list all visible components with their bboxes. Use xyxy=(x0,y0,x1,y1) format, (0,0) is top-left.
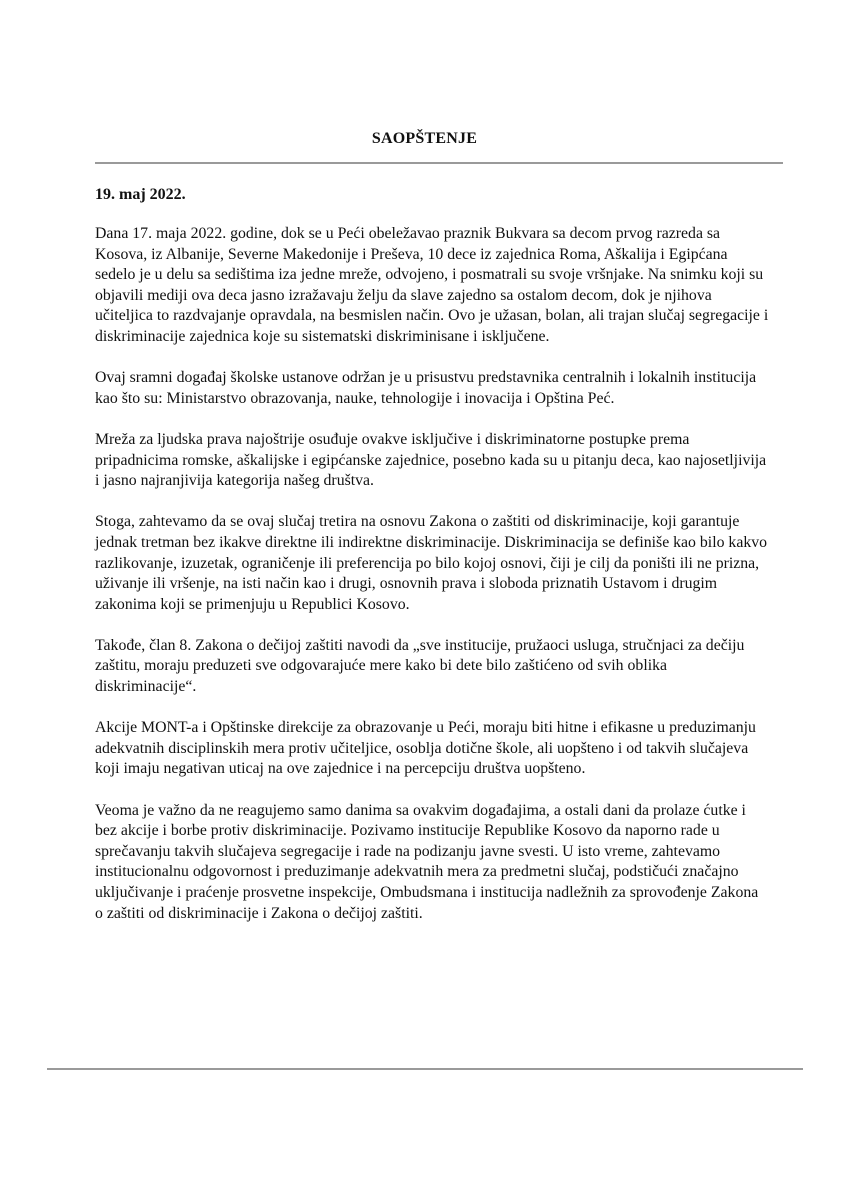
document-body xyxy=(95,224,770,945)
document-date: 19. maj 2022. xyxy=(95,186,186,203)
paragraph: Mreža za ljudska prava najoštrije osuđuje ovakve isključive i diskriminatorne postupke prema pripadnicima romske, aškalijske i egipćanske zajednice, posebno kada su u pitanju deca, kao najosetljivija i jasno najranjivija kategorija našeg društva. xyxy=(95,430,767,490)
document-title: SAOPŠTENJE xyxy=(371,130,478,147)
paragraph: Veoma je važno da ne reagujemo samo danima sa ovakvim događajima, a ostali dani da prolaze ćutke i bez akcije i borbe protiv diskriminacije. Pozivamo institucije Republike Kosovo da naporno rade u sprečavanju takvih slučajeva segregacije i rade na podizanju javne svesti. U isto vreme, zahtevamo institucionalnu odgovornost i preduzimanje adekvatnih mera za predmetni slučaj, podstičući značajno uključivanje i praćenje prosvetne inspekcije, Ombudsmana i institucija nadležnih za sprovođenje Zakona o zaštiti od diskriminacije i Zakona o dečijoj zaštiti. xyxy=(95,801,759,922)
footer-divider xyxy=(47,1068,803,1070)
title-divider xyxy=(95,162,783,164)
paragraph: Akcije MONT-a i Opštinske direkcije za obrazovanje u Peći, moraju biti hitne i efikasne u preduzimanju adekvatnih disciplinskih mera protiv učiteljice, osoblja dotične škole, ali uopšteno i od takvih slučajeva koji imaju negativan uticaj na ove zajednice i na percepciju društva uopšteno. xyxy=(95,719,756,778)
paragraph: Takođe, član 8. Zakona o dečijoj zaštiti navodi da „sve institucije, pružaoci usluga, stručnjaci za dečiju zaštitu, moraju preduzeti sve odgovarajuće mere kako bi dete bilo zaštićeno od svih oblika diskriminacije“. xyxy=(95,636,745,696)
paragraph: Dana 17. maja 2022. godine, dok se u Peći obeležavao praznik Bukvara sa decom prvog razreda sa Kosova, iz Albanije, Severne Makedonije i Preševa, 10 dece iz zajednica Roma, Aškalija i Egipćana sedelo je u delu sa sedištima iza jedne mreže, odvojeno, i posmatrali su svoje vršnjake. Na snimku koji su objavili mediji ova deca jasno izražavaju želju da slave zajedno sa ostalom decom, dok je njihova učiteljica to razdvajanje opravdala, na besmislen način. Ovo je užasan, bolan, ali trajan slučaj segregacije i diskriminacije zajednica koje su sistematski diskriminisane i isključene. xyxy=(95,225,769,345)
paragraph: Stoga, zahtevamo da se ovaj slučaj tretira na osnovu Zakona o zaštiti od diskriminacije, koji garantuje jednak tretman bez ikakve direktne ili indirektne diskriminacije. Diskriminacija se definiše kao bilo kakvo razlikovanje, izuzetak, ograničenje ili preferencija po bilo kojoj osnovi, čiji je cilj da poništi ili ne prizna, uživanje ili vršenje, na isti način kao i drugi, osnovnih prava i sloboda priznatih Ustavom i drugim zakonima koji se primenjuju u Republici Kosovo. xyxy=(95,513,768,613)
paragraph: Ovaj sramni događaj školske ustanove održan je u prisustvu predstavnika centralnih i lokalnih institucija kao što su: Ministarstvo obrazovanja, nauke, tehnologije i inovacija i Opština Peć. xyxy=(95,369,757,407)
